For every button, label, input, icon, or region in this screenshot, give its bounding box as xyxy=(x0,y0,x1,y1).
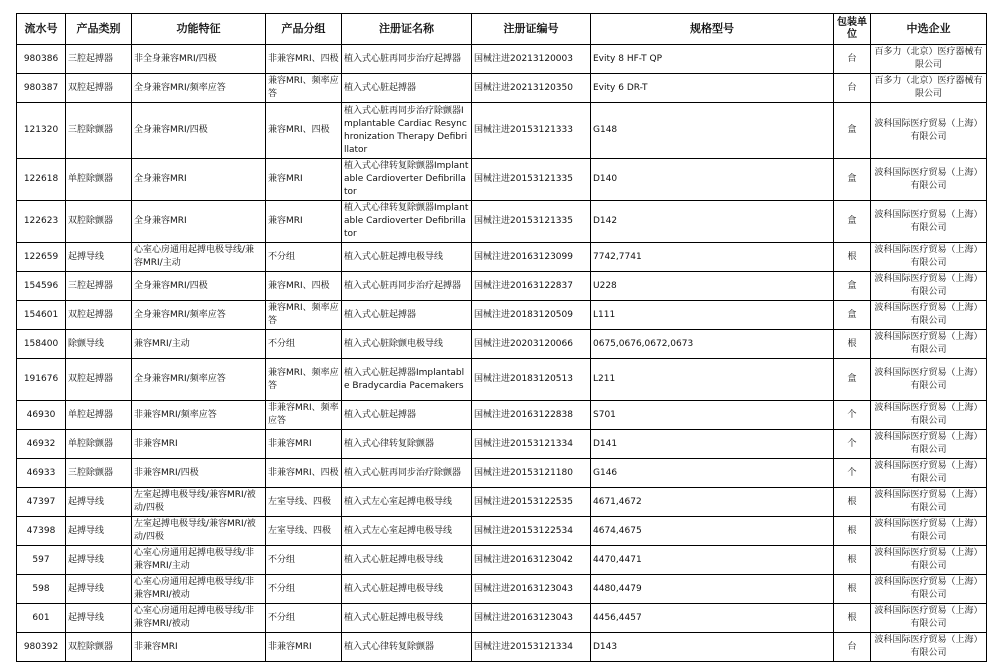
cell-reg-no: 国械注进20153121333 xyxy=(472,103,591,159)
cell-group: 非兼容MRI、四极 xyxy=(266,45,342,74)
cell-company: 波科国际医疗贸易（上海）有限公司 xyxy=(871,243,987,272)
cell-company: 波科国际医疗贸易（上海）有限公司 xyxy=(871,301,987,330)
cell-category: 三腔除颤器 xyxy=(66,103,132,159)
cell-company: 波科国际医疗贸易（上海）有限公司 xyxy=(871,430,987,459)
cell-reg-name: 植入式心脏再同步治疗除颤器 xyxy=(342,459,472,488)
cell-feature: 兼容MRI/主动 xyxy=(132,330,266,359)
cell-group: 兼容MRI、四极 xyxy=(266,272,342,301)
cell-reg-name: 植入式心脏起搏电极导线 xyxy=(342,575,472,604)
cell-model: G148 xyxy=(591,103,834,159)
cell-unit: 根 xyxy=(834,488,871,517)
cell-reg-no: 国械注进20163123042 xyxy=(472,546,591,575)
cell-company: 波科国际医疗贸易（上海）有限公司 xyxy=(871,401,987,430)
cell-company: 波科国际医疗贸易（上海）有限公司 xyxy=(871,201,987,243)
cell-company: 波科国际医疗贸易（上海）有限公司 xyxy=(871,272,987,301)
cell-category: 双腔除颤器 xyxy=(66,633,132,662)
cell-group: 兼容MRI xyxy=(266,159,342,201)
table-row xyxy=(17,575,987,604)
cell-model: 7742,7741 xyxy=(591,243,834,272)
cell-group: 不分组 xyxy=(266,604,342,633)
cell-reg-no: 国械注进20183120509 xyxy=(472,301,591,330)
cell-group: 左室导线、四极 xyxy=(266,517,342,546)
cell-unit: 根 xyxy=(834,604,871,633)
table-row xyxy=(17,103,987,159)
cell-feature: 全身兼容MRI/频率应答 xyxy=(132,74,266,103)
table-body xyxy=(17,45,987,662)
cell-group: 不分组 xyxy=(266,546,342,575)
cell-feature: 心室心房通用起搏电极导线/非兼容MRI/主动 xyxy=(132,546,266,575)
cell-unit: 盒 xyxy=(834,159,871,201)
cell-group: 兼容MRI、频率应答 xyxy=(266,359,342,401)
cell-reg-no: 国械注进20203120066 xyxy=(472,330,591,359)
cell-serial: 121320 xyxy=(17,103,66,159)
header-company: 中选企业 xyxy=(871,14,987,45)
procurement-table-container xyxy=(16,13,986,662)
cell-group: 兼容MRI、四极 xyxy=(266,103,342,159)
cell-reg-name: 植入式心律转复除颤器 xyxy=(342,430,472,459)
cell-reg-name: 植入式心脏除颤电极导线 xyxy=(342,330,472,359)
cell-group: 左室导线、四极 xyxy=(266,488,342,517)
cell-reg-name: 植入式心律转复除颤器Implantable Cardioverter Defibrillator xyxy=(342,159,472,201)
header-row xyxy=(17,14,987,45)
cell-unit: 个 xyxy=(834,401,871,430)
cell-serial: 154596 xyxy=(17,272,66,301)
cell-model: 4671,4672 xyxy=(591,488,834,517)
cell-category: 起搏导线 xyxy=(66,575,132,604)
cell-company: 百多力（北京）医疗器械有限公司 xyxy=(871,45,987,74)
cell-reg-no: 国械注进20183120513 xyxy=(472,359,591,401)
cell-model: D143 xyxy=(591,633,834,662)
cell-reg-name: 植入式心脏起搏电极导线 xyxy=(342,604,472,633)
cell-feature: 非兼容MRI/频率应答 xyxy=(132,401,266,430)
cell-model: D142 xyxy=(591,201,834,243)
cell-unit: 盒 xyxy=(834,201,871,243)
header-group: 产品分组 xyxy=(266,14,342,45)
table-row xyxy=(17,301,987,330)
cell-category: 单腔除颤器 xyxy=(66,159,132,201)
cell-category: 起搏导线 xyxy=(66,243,132,272)
cell-model: D140 xyxy=(591,159,834,201)
cell-unit: 盒 xyxy=(834,272,871,301)
cell-reg-name: 植入式心脏再同步治疗除颤器Implantable Cardiac Resynchronization Therapy Defibrillator xyxy=(342,103,472,159)
cell-unit: 台 xyxy=(834,633,871,662)
cell-unit: 盒 xyxy=(834,359,871,401)
cell-feature: 心室心房通用起搏电极导线/兼容MRI/主动 xyxy=(132,243,266,272)
cell-reg-name: 植入式左心室起搏电极导线 xyxy=(342,488,472,517)
table-row xyxy=(17,201,987,243)
cell-model: 4480,4479 xyxy=(591,575,834,604)
cell-serial: 601 xyxy=(17,604,66,633)
cell-feature: 全身兼容MRI xyxy=(132,159,266,201)
cell-category: 双腔除颤器 xyxy=(66,201,132,243)
cell-group: 非兼容MRI、频率应答 xyxy=(266,401,342,430)
cell-reg-no: 国械注进20163123043 xyxy=(472,604,591,633)
cell-group: 非兼容MRI、四极 xyxy=(266,459,342,488)
cell-reg-name: 植入式心律转复除颤器Implantable Cardioverter Defibrillator xyxy=(342,201,472,243)
cell-group: 不分组 xyxy=(266,243,342,272)
cell-reg-no: 国械注进20163122837 xyxy=(472,272,591,301)
header-model: 规格型号 xyxy=(591,14,834,45)
cell-unit: 根 xyxy=(834,546,871,575)
cell-category: 单腔除颤器 xyxy=(66,430,132,459)
cell-company: 波科国际医疗贸易（上海）有限公司 xyxy=(871,159,987,201)
header-reg-no: 注册证编号 xyxy=(472,14,591,45)
cell-reg-no: 国械注进20213120003 xyxy=(472,45,591,74)
cell-reg-no: 国械注进20153122535 xyxy=(472,488,591,517)
cell-group: 兼容MRI、频率应答 xyxy=(266,74,342,103)
cell-unit: 根 xyxy=(834,517,871,546)
cell-group: 不分组 xyxy=(266,575,342,604)
cell-unit: 盒 xyxy=(834,301,871,330)
cell-group: 兼容MRI、频率应答 xyxy=(266,301,342,330)
cell-category: 除颤导线 xyxy=(66,330,132,359)
cell-model: L211 xyxy=(591,359,834,401)
cell-reg-no: 国械注进20163123099 xyxy=(472,243,591,272)
cell-serial: 980392 xyxy=(17,633,66,662)
table-row xyxy=(17,488,987,517)
table-row xyxy=(17,401,987,430)
table-row xyxy=(17,330,987,359)
cell-company: 波科国际医疗贸易（上海）有限公司 xyxy=(871,330,987,359)
cell-unit: 根 xyxy=(834,575,871,604)
table-row xyxy=(17,604,987,633)
cell-model: Evity 8 HF-T QP xyxy=(591,45,834,74)
table-row xyxy=(17,546,987,575)
cell-reg-no: 国械注进20163123043 xyxy=(472,575,591,604)
cell-category: 双腔起搏器 xyxy=(66,301,132,330)
cell-model: S701 xyxy=(591,401,834,430)
cell-unit: 个 xyxy=(834,459,871,488)
cell-feature: 全身兼容MRI/频率应答 xyxy=(132,301,266,330)
header-category: 产品类别 xyxy=(66,14,132,45)
table-row xyxy=(17,459,987,488)
cell-company: 波科国际医疗贸易（上海）有限公司 xyxy=(871,103,987,159)
cell-feature: 心室心房通用起搏电极导线/非兼容MRI/被动 xyxy=(132,575,266,604)
cell-company: 波科国际医疗贸易（上海）有限公司 xyxy=(871,633,987,662)
cell-reg-no: 国械注进20153121334 xyxy=(472,430,591,459)
table-row xyxy=(17,159,987,201)
cell-model: Evity 6 DR-T xyxy=(591,74,834,103)
cell-unit: 根 xyxy=(834,243,871,272)
cell-unit: 个 xyxy=(834,430,871,459)
cell-model: 4674,4675 xyxy=(591,517,834,546)
table-row xyxy=(17,517,987,546)
cell-feature: 全身兼容MRI/频率应答 xyxy=(132,359,266,401)
cell-serial: 122659 xyxy=(17,243,66,272)
table-row xyxy=(17,633,987,662)
cell-reg-name: 植入式心脏起搏器Implantable Bradycardia Pacemakers xyxy=(342,359,472,401)
cell-reg-name: 植入式左心室起搏电极导线 xyxy=(342,517,472,546)
cell-feature: 左室起搏电极导线/兼容MRI/被动/四极 xyxy=(132,517,266,546)
cell-feature: 全身兼容MRI xyxy=(132,201,266,243)
cell-company: 波科国际医疗贸易（上海）有限公司 xyxy=(871,488,987,517)
cell-unit: 盒 xyxy=(834,103,871,159)
table-row xyxy=(17,45,987,74)
cell-feature: 非兼容MRI xyxy=(132,430,266,459)
cell-category: 单腔起搏器 xyxy=(66,401,132,430)
cell-category: 三腔起搏器 xyxy=(66,45,132,74)
cell-feature: 非兼容MRI/四极 xyxy=(132,459,266,488)
cell-category: 起搏导线 xyxy=(66,517,132,546)
cell-serial: 980387 xyxy=(17,74,66,103)
cell-reg-name: 植入式心脏再同步治疗起搏器 xyxy=(342,272,472,301)
cell-model: 4456,4457 xyxy=(591,604,834,633)
cell-unit: 台 xyxy=(834,45,871,74)
cell-feature: 全身兼容MRI/四极 xyxy=(132,272,266,301)
cell-model: L111 xyxy=(591,301,834,330)
cell-unit: 根 xyxy=(834,330,871,359)
cell-category: 双腔起搏器 xyxy=(66,74,132,103)
cell-unit: 台 xyxy=(834,74,871,103)
cell-serial: 47397 xyxy=(17,488,66,517)
cell-reg-name: 植入式心脏起搏电极导线 xyxy=(342,546,472,575)
cell-company: 波科国际医疗贸易（上海）有限公司 xyxy=(871,546,987,575)
cell-group: 兼容MRI xyxy=(266,201,342,243)
cell-feature: 非兼容MRI xyxy=(132,633,266,662)
cell-model: G146 xyxy=(591,459,834,488)
cell-reg-no: 国械注进20213120350 xyxy=(472,74,591,103)
table-row xyxy=(17,272,987,301)
cell-reg-no: 国械注进20153122534 xyxy=(472,517,591,546)
cell-reg-name: 植入式心脏起搏电极导线 xyxy=(342,243,472,272)
cell-category: 三腔起搏器 xyxy=(66,272,132,301)
cell-serial: 154601 xyxy=(17,301,66,330)
cell-group: 不分组 xyxy=(266,330,342,359)
cell-company: 波科国际医疗贸易（上海）有限公司 xyxy=(871,459,987,488)
cell-reg-no: 国械注进20153121334 xyxy=(472,633,591,662)
cell-company: 波科国际医疗贸易（上海）有限公司 xyxy=(871,604,987,633)
cell-reg-name: 植入式心脏再同步治疗起搏器 xyxy=(342,45,472,74)
cell-reg-no: 国械注进20153121335 xyxy=(472,159,591,201)
header-serial: 流水号 xyxy=(17,14,66,45)
cell-category: 起搏导线 xyxy=(66,488,132,517)
cell-serial: 597 xyxy=(17,546,66,575)
header-reg-name: 注册证名称 xyxy=(342,14,472,45)
header-feature: 功能特征 xyxy=(132,14,266,45)
cell-reg-name: 植入式心律转复除颤器 xyxy=(342,633,472,662)
cell-feature: 左室起搏电极导线/兼容MRI/被动/四极 xyxy=(132,488,266,517)
cell-serial: 598 xyxy=(17,575,66,604)
cell-model: D141 xyxy=(591,430,834,459)
cell-category: 三腔除颤器 xyxy=(66,459,132,488)
table-row xyxy=(17,430,987,459)
cell-serial: 46932 xyxy=(17,430,66,459)
cell-reg-name: 植入式心脏起搏器 xyxy=(342,401,472,430)
table-row xyxy=(17,243,987,272)
cell-serial: 122618 xyxy=(17,159,66,201)
cell-serial: 46933 xyxy=(17,459,66,488)
cell-category: 起搏导线 xyxy=(66,604,132,633)
cell-serial: 46930 xyxy=(17,401,66,430)
cell-reg-no: 国械注进20153121180 xyxy=(472,459,591,488)
cell-model: U228 xyxy=(591,272,834,301)
procurement-table xyxy=(16,13,987,662)
cell-group: 非兼容MRI xyxy=(266,430,342,459)
table-row xyxy=(17,359,987,401)
cell-reg-name: 植入式心脏起搏器 xyxy=(342,301,472,330)
cell-feature: 非全身兼容MRI/四极 xyxy=(132,45,266,74)
cell-serial: 158400 xyxy=(17,330,66,359)
cell-serial: 47398 xyxy=(17,517,66,546)
cell-company: 百多力（北京）医疗器械有限公司 xyxy=(871,74,987,103)
cell-feature: 心室心房通用起搏电极导线/非兼容MRI/被动 xyxy=(132,604,266,633)
cell-serial: 191676 xyxy=(17,359,66,401)
cell-feature: 全身兼容MRI/四极 xyxy=(132,103,266,159)
header-unit: 包装单位 xyxy=(834,14,871,45)
cell-company: 波科国际医疗贸易（上海）有限公司 xyxy=(871,517,987,546)
cell-group: 非兼容MRI xyxy=(266,633,342,662)
cell-model: 4470,4471 xyxy=(591,546,834,575)
cell-category: 起搏导线 xyxy=(66,546,132,575)
cell-serial: 122623 xyxy=(17,201,66,243)
cell-reg-no: 国械注进20153121335 xyxy=(472,201,591,243)
table-row xyxy=(17,74,987,103)
cell-company: 波科国际医疗贸易（上海）有限公司 xyxy=(871,359,987,401)
cell-company: 波科国际医疗贸易（上海）有限公司 xyxy=(871,575,987,604)
cell-reg-name: 植入式心脏起搏器 xyxy=(342,74,472,103)
cell-reg-no: 国械注进20163122838 xyxy=(472,401,591,430)
cell-model: 0675,0676,0672,0673 xyxy=(591,330,834,359)
cell-serial: 980386 xyxy=(17,45,66,74)
cell-category: 双腔起搏器 xyxy=(66,359,132,401)
